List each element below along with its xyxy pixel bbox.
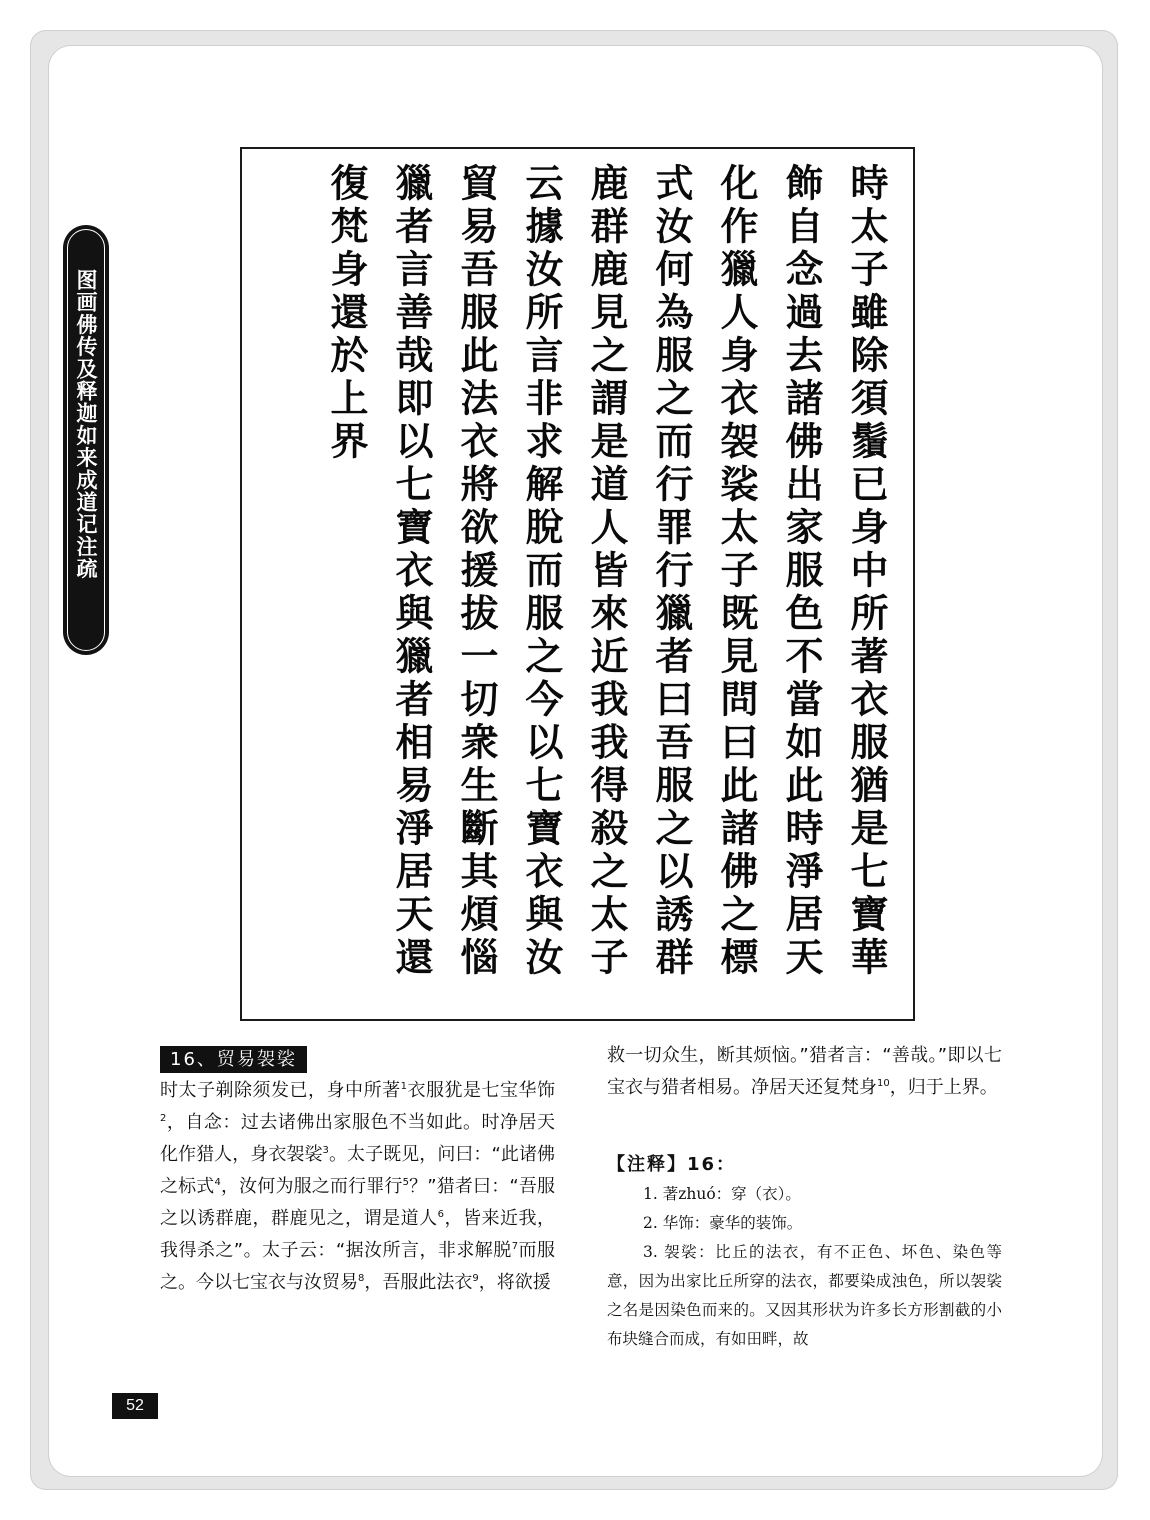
footnote-marker: 8 (358, 1273, 365, 1284)
footnote-marker: 10 (877, 1078, 890, 1089)
notes-heading: 【注释】16： (607, 1154, 737, 1175)
body-text: ，吾服此法衣 (364, 1272, 473, 1293)
body-text: 时太子剃除须发已，身中所著 (160, 1080, 401, 1101)
body-text: ，归于上界。 (889, 1077, 998, 1098)
body-text: 而服之。今以七宝衣与汝贸易 (160, 1240, 555, 1293)
footnote-marker: 7 (511, 1241, 519, 1252)
book-title: 图画佛传及释迦如来成道记注疏 (74, 269, 98, 580)
calligraphy-panel (240, 147, 915, 1021)
page-number: 52 (112, 1393, 158, 1419)
calligraphy-text: 時太子雖除須鬚已身中所著衣服猶是七寶華飾自念過去諸佛出家服色不當如此時淨居天化作獵人身衣袈裟太子既見問曰此諸佛之標式汝何為服之而行罪行獵者曰吾服之以誘群鹿群鹿見之謂是道人皆來近我我得殺之太子云據汝所言非求解脫而服之今以七寶衣與汝貿易吾服此法衣將欲援拔一切衆生斷其煩惱獵者言善哉即以七寶衣與獵者相易淨居天還復梵身還於上界 (324, 163, 889, 980)
note-item: 3. 袈裟：比丘的法衣，有不正色、坏色、染色等意，因为出家比丘所穿的法衣，都要染成浊色，所以袈裟之名是因染色而来的。又因其形状为许多长方形割截的小布块缝合而成，有如田畔，故 (607, 1243, 1002, 1348)
note-item: 1. 著zhuó：穿（衣）。 (643, 1185, 801, 1203)
body-text-right (607, 1040, 1002, 1104)
body-text: ，汝何为服之而行罪行 (220, 1176, 403, 1197)
note-item: 2. 华饰：豪华的装饰。 (643, 1214, 803, 1232)
body-text: ，将欲援 (478, 1272, 551, 1293)
body-text: ，皆来近我，我得杀之”。太子云：“据汝所言，非求解脱 (160, 1208, 556, 1261)
body-text: 。太子既见，问曰：“此诸佛之标式 (160, 1144, 555, 1197)
footnote-marker: 3 (322, 1145, 329, 1156)
body-text: ？”猎者曰：“吾服之以诱群鹿，群鹿见之，谓是道人 (160, 1176, 555, 1229)
notes-list (607, 1180, 1002, 1354)
footnote-marker: 9 (472, 1273, 479, 1284)
footnote-marker: 1 (400, 1081, 407, 1092)
section-heading: 16、贸易袈裟 (160, 1046, 307, 1073)
footnote-marker: 4 (214, 1177, 221, 1188)
side-title-tab (63, 225, 109, 655)
footnote-marker: 6 (437, 1209, 444, 1220)
body-text: 救一切众生，断其烦恼。”猎者言：“善哉。”即以七宝衣与猎者相易。净居天还复梵身 (607, 1045, 1002, 1098)
body-text: 衣服犹是七宝华饰 (406, 1080, 555, 1101)
body-text-left (160, 1075, 555, 1299)
body-text: ，自念：过去诸佛出家服色不当如此。时净居天化作猎人，身衣袈裟 (160, 1112, 555, 1165)
footnote-marker: 2 (160, 1113, 167, 1124)
footnote-marker: 5 (402, 1177, 409, 1188)
